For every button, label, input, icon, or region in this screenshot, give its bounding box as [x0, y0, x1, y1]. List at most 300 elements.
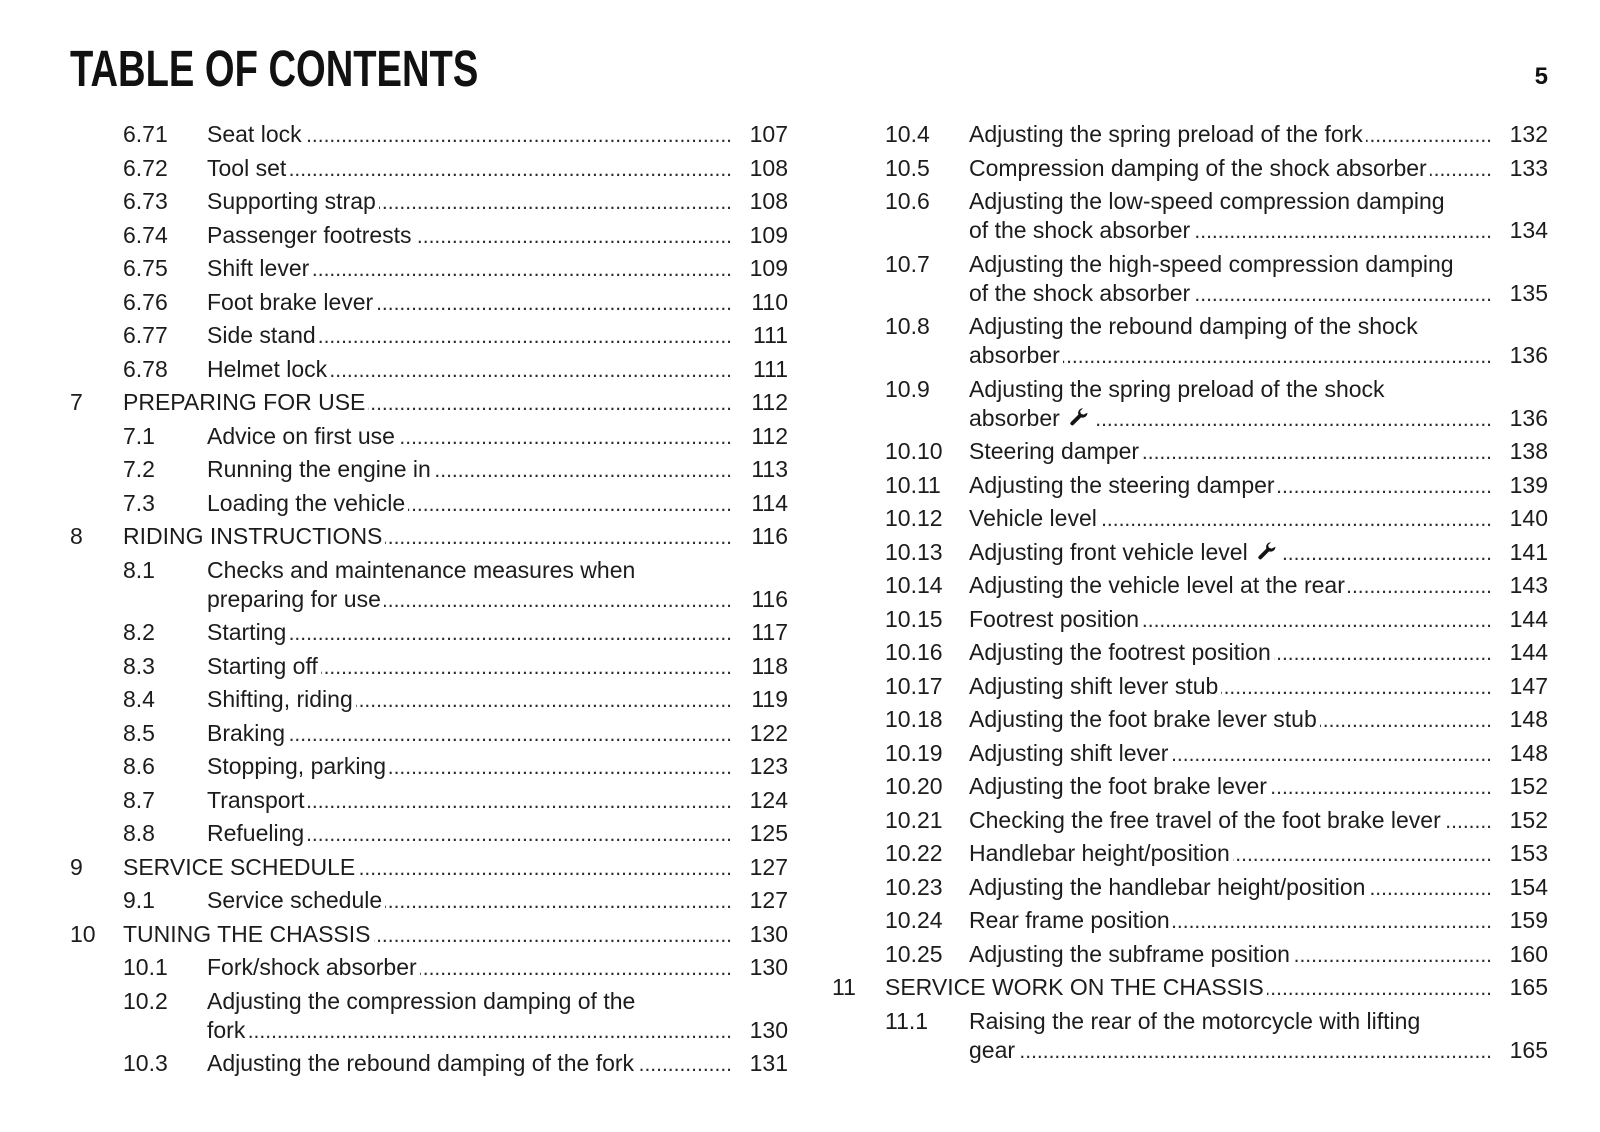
toc-entry	[832, 373, 1548, 436]
toc-entry-title: PREPARING FOR USE	[123, 389, 366, 416]
toc-entry	[832, 469, 1548, 503]
toc-entry	[832, 837, 1548, 871]
toc-entry-title: Foot brake lever	[207, 288, 374, 315]
toc-entry	[70, 152, 788, 186]
toc-entry-line	[832, 279, 1548, 308]
toc-entry-title-continuation: absorber	[969, 404, 1060, 431]
toc-entry	[70, 319, 788, 353]
leader-dots	[1193, 217, 1492, 246]
leader-dots	[376, 289, 732, 318]
toc-entry-title: RIDING INSTRUCTIONS	[123, 523, 383, 550]
leader-dots	[434, 456, 732, 485]
toc-entry-number: 7.2	[123, 456, 155, 483]
toc-entry-page: 130	[749, 920, 788, 947]
toc-entry-title: Adjusting the compression damping of the	[207, 987, 636, 1014]
toc-entry-number: 10.24	[885, 907, 943, 934]
toc-entry-line	[70, 685, 788, 714]
toc-entry-title: Starting	[207, 619, 287, 646]
toc-entry-page: 165	[1509, 1036, 1548, 1063]
leader-dots	[385, 887, 732, 916]
toc-entry-line	[70, 953, 788, 982]
leader-dots	[1095, 405, 1492, 434]
toc-entry	[70, 453, 788, 487]
leader-dots	[330, 356, 732, 385]
toc-entry-number: 10.1	[123, 954, 168, 981]
toc-entry	[832, 310, 1548, 373]
toc-entry-line	[832, 504, 1548, 533]
toc-entry-title: Stopping, parking	[207, 753, 387, 780]
toc-entry-page: 134	[1509, 217, 1548, 244]
toc-entry-title-continuation: of the shock absorber	[969, 279, 1191, 306]
toc-entry-line	[70, 1016, 788, 1045]
toc-entry	[832, 670, 1548, 704]
toc-entry-number: 8.4	[123, 686, 155, 713]
leader-dots	[308, 787, 732, 816]
toc-entry-page: 113	[751, 456, 788, 483]
toc-entry-line	[832, 873, 1548, 902]
toc-entry	[832, 118, 1548, 152]
leader-dots	[420, 954, 732, 983]
toc-column-right	[832, 118, 1548, 1067]
toc-entry-number: 8.7	[123, 786, 155, 813]
toc-entry	[70, 884, 788, 918]
toc-entry-page: 116	[751, 523, 788, 550]
toc-entry-line	[832, 187, 1548, 216]
toc-entry-number: 6.71	[123, 121, 168, 148]
page-title: TABLE OF CONTENTS	[70, 40, 479, 97]
toc-entry-line	[832, 312, 1548, 341]
leader-dots	[248, 1017, 732, 1046]
toc-entry-title: Adjusting shift lever stub	[969, 672, 1219, 699]
toc-entry-number: 7	[70, 389, 83, 416]
toc-entry-number: 6.72	[123, 154, 168, 181]
toc-entry	[832, 1005, 1548, 1068]
toc-entry	[70, 353, 788, 387]
toc-entry-line	[832, 538, 1548, 567]
toc-entry-page: 153	[1509, 840, 1548, 867]
toc-entry-page: 165	[1509, 974, 1548, 1001]
leader-dots	[307, 820, 732, 849]
toc-entry-page: 138	[1509, 438, 1548, 465]
toc-entry-number: 6.78	[123, 355, 168, 382]
toc-entry-line	[70, 321, 788, 350]
toc-entry-page: 135	[1509, 279, 1548, 306]
toc-entry-title: Checking the free travel of the foot brake lever	[969, 806, 1441, 833]
toc-entry-title-continuation: fork	[207, 1016, 246, 1043]
toc-entry	[832, 152, 1548, 186]
leader-dots	[1173, 907, 1492, 936]
leader-dots	[305, 121, 732, 150]
toc-entry-title: Adjusting the foot brake lever	[969, 773, 1267, 800]
toc-entry-line	[832, 638, 1548, 667]
toc-entry	[832, 636, 1548, 670]
leader-dots	[1293, 941, 1492, 970]
toc-entry	[70, 1047, 788, 1081]
toc-entry-title: Vehicle level	[969, 505, 1097, 532]
toc-entry-page: 119	[751, 686, 788, 713]
toc-entry	[70, 817, 788, 851]
toc-entry-title: Side stand	[207, 322, 316, 349]
toc-entry-line	[70, 618, 788, 647]
toc-entry-page: 152	[1509, 806, 1548, 833]
toc-entry	[70, 951, 788, 985]
toc-chapter-entry	[70, 386, 788, 420]
toc-entry-page: 111	[753, 355, 788, 382]
toc-entry-line	[70, 987, 788, 1016]
toc-entry-number: 6.73	[123, 188, 168, 215]
toc-entry-page: 112	[751, 389, 788, 416]
toc-entry-page: 108	[749, 188, 788, 215]
toc-entry	[70, 784, 788, 818]
toc-entry-title: SERVICE WORK ON THE CHASSIS	[885, 974, 1264, 1001]
toc-entry-number: 8.6	[123, 753, 155, 780]
toc-entry-line	[832, 404, 1548, 433]
toc-entry-line	[70, 1049, 788, 1078]
toc-entry-number: 8.2	[123, 619, 155, 646]
toc-entry-number: 10.13	[885, 538, 943, 565]
toc-entry-title: Adjusting the high-speed compression damping	[969, 250, 1454, 277]
toc-entry-title-continuation: gear	[969, 1036, 1016, 1063]
leader-dots	[289, 155, 732, 184]
leader-dots	[374, 921, 733, 950]
toc-entry-page: 143	[1509, 572, 1548, 599]
toc-entry-page: 139	[1509, 471, 1548, 498]
toc-entry-page: 136	[1509, 404, 1548, 431]
toc-entry	[70, 420, 788, 454]
toc-entry	[70, 219, 788, 253]
toc-entry-title: Checks and maintenance measures when	[207, 556, 636, 583]
toc-entry-number: 10	[70, 920, 96, 947]
toc-entry	[70, 683, 788, 717]
leader-dots	[398, 423, 732, 452]
toc-entry	[832, 569, 1548, 603]
leader-dots	[1063, 342, 1492, 371]
toc-entry-title: Adjusting the low-speed compression damping	[969, 188, 1445, 215]
toc-entry-page: 130	[749, 1016, 788, 1043]
toc-entry-page: 109	[749, 255, 788, 282]
toc-entry-page: 127	[749, 887, 788, 914]
toc-entry-line	[832, 806, 1548, 835]
toc-entry	[832, 435, 1548, 469]
toc-entry-title: Adjusting the rebound damping of the shock	[969, 313, 1418, 340]
toc-entry-page: 109	[749, 221, 788, 248]
toc-entry-page: 144	[1509, 639, 1548, 666]
toc-entry-line	[832, 216, 1548, 245]
leader-dots	[356, 686, 732, 715]
toc-entry	[70, 650, 788, 684]
toc-entry-line	[70, 489, 788, 518]
toc-entry-line	[832, 375, 1548, 404]
toc-entry-line	[70, 853, 788, 882]
toc-entry-line	[832, 154, 1548, 183]
toc-entry-number: 9.1	[123, 887, 155, 914]
leader-dots	[384, 586, 732, 615]
toc-entry-number: 10.22	[885, 840, 943, 867]
toc-entry-title: Shifting, riding	[207, 686, 353, 713]
toc-entry-title: Loading the vehicle	[207, 489, 406, 516]
toc-entry-title: Compression damping of the shock absorber	[969, 154, 1427, 181]
toc-entry-page: 131	[749, 1050, 788, 1077]
toc-entry-title: Advice on first use	[207, 422, 395, 449]
toc-entry-page: 114	[751, 489, 788, 516]
toc-entry	[70, 185, 788, 219]
toc-entry-line	[70, 422, 788, 451]
toc-entry-line	[70, 288, 788, 317]
leader-dots	[288, 720, 732, 749]
toc-entry-title-continuation: absorber	[969, 342, 1060, 369]
toc-entry-line	[70, 585, 788, 614]
toc-entry-page: 152	[1509, 773, 1548, 800]
leader-dots	[1368, 874, 1492, 903]
toc-entry-page: 148	[1509, 706, 1548, 733]
toc-chapter-entry	[70, 918, 788, 952]
toc-column-left	[70, 118, 788, 1081]
toc-entry-number: 10.17	[885, 672, 943, 699]
toc-entry-title: Raising the rear of the motorcycle with lifting	[969, 1007, 1421, 1034]
toc-entry-title: Steering damper	[969, 438, 1140, 465]
toc-entry-line	[70, 752, 788, 781]
wrench-icon	[1068, 407, 1090, 429]
toc-entry-title: Braking	[207, 719, 285, 746]
toc-entry	[70, 554, 788, 617]
toc-entry-number: 10.8	[885, 313, 930, 340]
toc-entry-number: 11	[832, 974, 856, 1001]
toc-entry-title: Service schedule	[207, 887, 383, 914]
toc-entry-number: 10.5	[885, 154, 930, 181]
toc-entry-number: 10.6	[885, 188, 930, 215]
toc-chapter-entry	[70, 851, 788, 885]
toc-entry-number: 10.18	[885, 706, 943, 733]
toc-entry-line	[832, 672, 1548, 701]
toc-entry-page: 107	[749, 121, 788, 148]
toc-chapter-entry	[832, 971, 1548, 1005]
toc-entry-page: 122	[749, 719, 788, 746]
toc-entry-number: 10.4	[885, 121, 930, 148]
toc-entry	[832, 770, 1548, 804]
toc-entry-page: 159	[1509, 907, 1548, 934]
toc-entry-title: Footrest position	[969, 605, 1140, 632]
toc-entry	[832, 703, 1548, 737]
toc-entry-number: 6.77	[123, 322, 168, 349]
leader-dots	[1267, 974, 1492, 1003]
toc-entry-number: 10.7	[885, 250, 930, 277]
toc-entry-page: 123	[749, 753, 788, 780]
toc-entry-number: 11.1	[885, 1007, 929, 1034]
toc-entry-number: 8	[70, 523, 83, 550]
toc-entry-line	[832, 437, 1548, 466]
toc-entry-line	[832, 772, 1548, 801]
leader-dots	[321, 653, 732, 682]
toc-entry-page: 148	[1509, 739, 1548, 766]
toc-entry-title: Fork/shock absorber	[207, 954, 417, 981]
toc-entry	[832, 185, 1548, 248]
toc-entry-page: 110	[751, 288, 788, 315]
leader-dots	[385, 523, 732, 552]
toc-entry-page: 140	[1509, 505, 1548, 532]
toc-entry-title: Adjusting the foot brake lever stub	[969, 706, 1317, 733]
toc-entry-page: 111	[753, 322, 788, 349]
toc-entry-title: SERVICE SCHEDULE	[123, 853, 356, 880]
toc-entry-page: 125	[749, 820, 788, 847]
toc-entry-page: 112	[751, 422, 788, 449]
leader-dots	[368, 389, 732, 418]
toc-entry-number: 10.19	[885, 739, 943, 766]
toc-entry-page: 118	[751, 652, 788, 679]
leader-dots	[1270, 773, 1492, 802]
toc-entry-number: 7.3	[123, 489, 155, 516]
toc-entry-title: Adjusting front vehicle level	[969, 538, 1248, 565]
toc-entry-title: Adjusting the steering damper	[969, 471, 1275, 498]
toc-entry-title: Adjusting the footrest position	[969, 639, 1271, 666]
toc-entry-number: 6.75	[123, 255, 168, 282]
toc-entry-page: 132	[1509, 121, 1548, 148]
toc-entry-line	[70, 920, 788, 949]
toc-entry-title-continuation: of the shock absorber	[969, 217, 1191, 244]
toc-entry-line	[832, 739, 1548, 768]
leader-dots	[1278, 472, 1492, 501]
toc-entry-number: 8.1	[123, 556, 155, 583]
toc-entry	[70, 118, 788, 152]
toc-entry-page: 136	[1509, 342, 1548, 369]
leader-dots	[637, 1050, 732, 1079]
toc-entry	[832, 502, 1548, 536]
toc-entry-line	[832, 341, 1548, 370]
toc-entry-line	[70, 254, 788, 283]
toc-entry-number: 9	[70, 853, 83, 880]
toc-entry-line	[832, 705, 1548, 734]
toc-entry-number: 10.9	[885, 375, 930, 402]
toc-entry	[832, 938, 1548, 972]
toc-entry-title: Adjusting the handlebar height/position	[969, 873, 1366, 900]
toc-entry-line	[832, 250, 1548, 279]
leader-dots	[415, 222, 732, 251]
leader-dots	[312, 255, 732, 284]
toc-entry-number: 10.23	[885, 873, 943, 900]
leader-dots	[408, 490, 732, 519]
toc-entry-page: 141	[1509, 538, 1548, 565]
leader-dots	[1283, 539, 1492, 568]
toc-entry-number: 10.14	[885, 572, 943, 599]
toc-entry-page: 124	[749, 786, 788, 813]
toc-entry-page: 160	[1509, 940, 1548, 967]
leader-dots	[1320, 706, 1492, 735]
leader-dots	[1193, 280, 1492, 309]
toc-entry-line	[70, 719, 788, 748]
toc-entry	[70, 487, 788, 521]
toc-entry	[70, 286, 788, 320]
toc-entry-line	[832, 973, 1548, 1002]
toc-entry-title: Adjusting the spring preload of the shock	[969, 375, 1385, 402]
toc-entry-page: 117	[751, 619, 788, 646]
toc-entry	[832, 603, 1548, 637]
leader-dots	[1366, 121, 1492, 150]
toc-entry	[832, 737, 1548, 771]
leader-dots	[1221, 673, 1492, 702]
toc-entry	[832, 536, 1548, 570]
toc-entry-line	[70, 154, 788, 183]
toc-entry-title: Adjusting shift lever	[969, 739, 1169, 766]
toc-entry-number: 10.10	[885, 438, 943, 465]
toc-entry-number: 10.20	[885, 773, 943, 800]
toc-entry-title: Passenger footrests	[207, 221, 412, 248]
toc-entry-line	[832, 120, 1548, 149]
leader-dots	[1142, 606, 1492, 635]
toc-entry-line	[70, 187, 788, 216]
toc-entry-line	[70, 886, 788, 915]
toc-entry-page: 116	[751, 585, 788, 612]
toc-entry-page: 144	[1509, 605, 1548, 632]
toc-entry-page: 130	[749, 954, 788, 981]
leader-dots	[1274, 639, 1492, 668]
toc-entry-line	[70, 388, 788, 417]
toc-entry-title: Supporting strap	[207, 188, 376, 215]
toc-entry-title: Rear frame position	[969, 907, 1170, 934]
toc-entry-number: 10.2	[123, 987, 168, 1014]
leader-dots	[1142, 438, 1492, 467]
toc-entry-line	[70, 455, 788, 484]
toc-entry-number: 10.15	[885, 605, 943, 632]
toc-entry-title: Tool set	[207, 154, 287, 181]
toc-entry-line	[70, 556, 788, 585]
toc-entry	[832, 871, 1548, 905]
toc-entry-number: 10.3	[123, 1050, 168, 1077]
wrench-icon	[1256, 541, 1278, 563]
toc-entry-page: 133	[1509, 154, 1548, 181]
toc-entry-line	[832, 571, 1548, 600]
toc-entry-number: 10.11	[885, 471, 941, 498]
toc-entry	[70, 750, 788, 784]
page-number: 5	[1534, 63, 1548, 90]
toc-entry-title: Adjusting the vehicle level at the rear	[969, 572, 1345, 599]
leader-dots	[1018, 1037, 1492, 1066]
toc-entry-line	[70, 819, 788, 848]
toc-entry-number: 10.12	[885, 505, 943, 532]
toc-entry	[70, 985, 788, 1048]
toc-entry-line	[832, 1036, 1548, 1065]
toc-entry-title: TUNING THE CHASSIS	[123, 920, 371, 947]
toc-chapter-entry	[70, 520, 788, 554]
toc-entry-line	[70, 786, 788, 815]
toc-entry-number: 6.76	[123, 288, 168, 315]
leader-dots	[1430, 155, 1492, 184]
leader-dots	[289, 619, 732, 648]
toc-entry-title: Adjusting the rebound damping of the fork	[207, 1050, 635, 1077]
toc-entry-page: 108	[749, 154, 788, 181]
toc-entry-title: Running the engine in	[207, 456, 431, 483]
toc-entry-title: Shift lever	[207, 255, 310, 282]
toc-entry	[832, 804, 1548, 838]
toc-entry-title: Seat lock	[207, 121, 302, 148]
toc-entry-number: 6.74	[123, 221, 168, 248]
toc-entry-line	[70, 522, 788, 551]
toc-entry	[832, 904, 1548, 938]
toc-entry-line	[832, 906, 1548, 935]
toc-entry-line	[70, 652, 788, 681]
toc-entry-number: 8.3	[123, 652, 155, 679]
toc-entry-title: Transport	[207, 786, 305, 813]
leader-dots	[1348, 572, 1492, 601]
toc-entry-number: 8.5	[123, 719, 155, 746]
toc-entry-title: Helmet lock	[207, 355, 328, 382]
toc-entry-line	[832, 1007, 1548, 1036]
leader-dots	[319, 322, 732, 351]
toc-entry-number: 7.1	[123, 422, 155, 449]
toc-entry-number: 8.8	[123, 820, 155, 847]
leader-dots	[379, 188, 732, 217]
leader-dots	[1233, 840, 1492, 869]
toc-entry-number: 10.25	[885, 940, 943, 967]
leader-dots	[1171, 740, 1492, 769]
